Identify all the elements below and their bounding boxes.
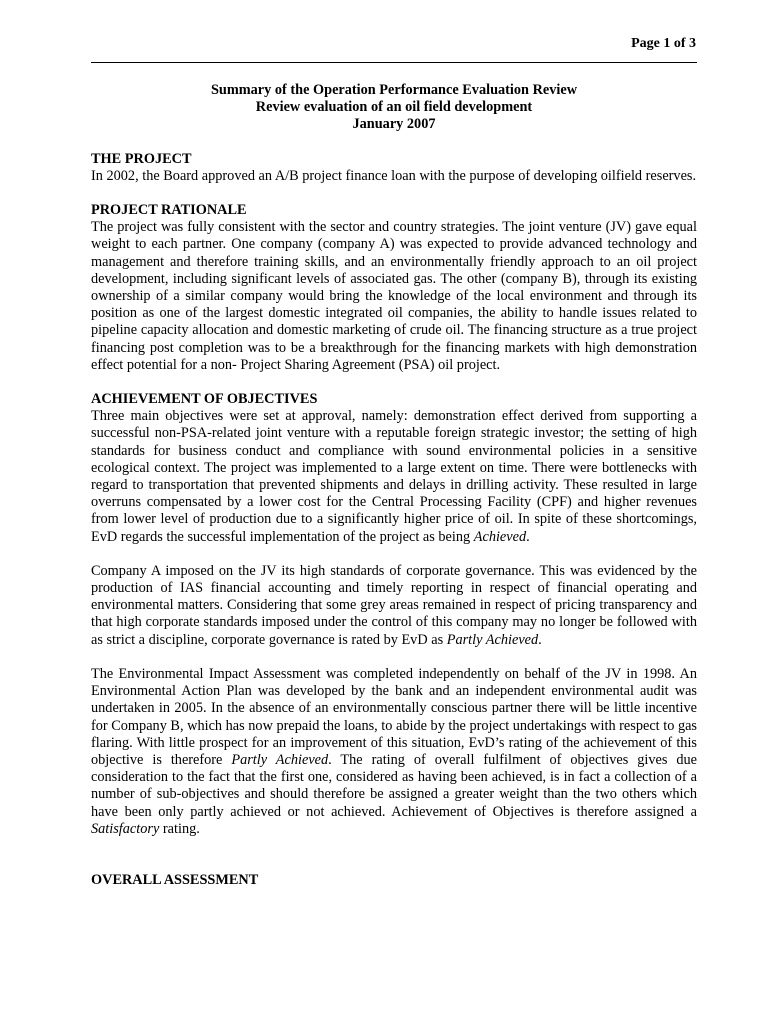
section-heading-achievement: ACHIEVEMENT OF OBJECTIVES [91,391,318,408]
document-date: January 2007 [352,116,436,133]
paragraph-text: The Environmental Impact Assessment was completed independently on behalf of the JV in 1998. An Environmental Action Plan was developed by the bank and an independent environmental audit was undertaken in 2005. In the absence of an environmentally conscious partner there will be little incentive for Company B, which has now prepaid the loans, to abide by the project undertakings with respect to gas flaring. With little prospect for an improvement of this situation, EvD’s rating of the achievement of this objective is therefore [91,665,697,768]
paragraph-text: rating. [159,820,200,837]
section-achievement [91,391,697,838]
paragraph-achievement-2 [91,563,697,649]
paragraph-text: . The rating of overall fulfilment of objectives gives due consideration to the fact that the first one, considered as having been achieved, is in fact a collection of a number of sub-objectives and should therefore be assigned a greater weight than the two others which have been only partly achieved or not achieved. Achievement of Objectives is therefore assigned a [91,751,698,820]
header-rule [91,62,697,63]
punctuation: . [538,631,542,648]
section-rationale [91,202,697,374]
rating-achieved: Achieved [473,528,527,545]
document-title-block [91,82,697,134]
punctuation: . [526,528,530,545]
paragraph-achievement-1 [91,408,697,546]
paragraph-project: In 2002, the Board approved an A/B project finance loan with the purpose of developing oilfield reserves. [91,167,697,184]
document-title: Summary of the Operation Performance Evaluation Review [210,82,578,98]
section-overall [91,872,697,889]
section-heading-rationale: PROJECT RATIONALE [91,202,247,219]
document-subtitle: Review evaluation of an oil field development [255,99,533,116]
rating-partly-achieved: Partly Achieved [231,751,329,768]
rating-satisfactory: Satisfactory [91,820,160,837]
section-heading-project: THE PROJECT [91,150,192,167]
rating-partly-achieved: Partly Achieved [446,631,539,648]
paragraph-rationale: The project was fully consistent with the sector and country strategies. The joint venture (JV) gave equal weight to each partner. One company (company A) was expected to provide advanced technology and management and therefore training skills, and an environmentally friendly approach to an oil project development, including significant levels of associated gas. The other (company B), through its existing ownership of a similar company would bring the knowledge of the local environment and through its position as one of the largest domestic integrated oil companies, the ability to handle issues related to pipeline capacity allocation and domestic marketing of crude oil. The financing structure as a true project financing post completion was to be a breakthrough for the financing markets with high demonstration effect potential for a non- Project Sharing Agreement (PSA) oil project. [91,219,697,373]
paragraph-text: Company A imposed on the JV its high standards of corporate governance. This was evidenced by the production of IAS financial accounting and timely reporting in respect of financial operating and environmental matters. Considering that some grey areas remained in respect of pricing transparency and that high corporate standards imposed under the control of this company may no longer be followed with as strict a discipline, corporate governance is rated by EvD as [91,562,697,648]
paragraph-text: Three main objectives were set at approval, namely: demonstration effect derived from supporting a successful non-PSA-related joint venture with a reputable foreign strategic investor; the setting of high standards for business conduct and compliance with sound environmental policies in a sensitive ecological context. The project was implemented to a large extent on time. There were bottlenecks with regard to transportation that prevented shipments and delays in drilling activity. These resulted in large overruns compensated by a lower cost for the Central Processing Facility (CPF) and higher revenues from lower level of production due to a significantly higher price of oil. In spite of these shortcomings, EvD regards the successful implementation of the project as being [91,408,697,545]
document-body [91,82,697,889]
section-project [91,151,697,185]
paragraph-achievement-3 [91,666,697,838]
section-heading-overall: OVERALL ASSESSMENT [91,871,259,888]
page-number: Page 1 of 3 [631,36,696,51]
